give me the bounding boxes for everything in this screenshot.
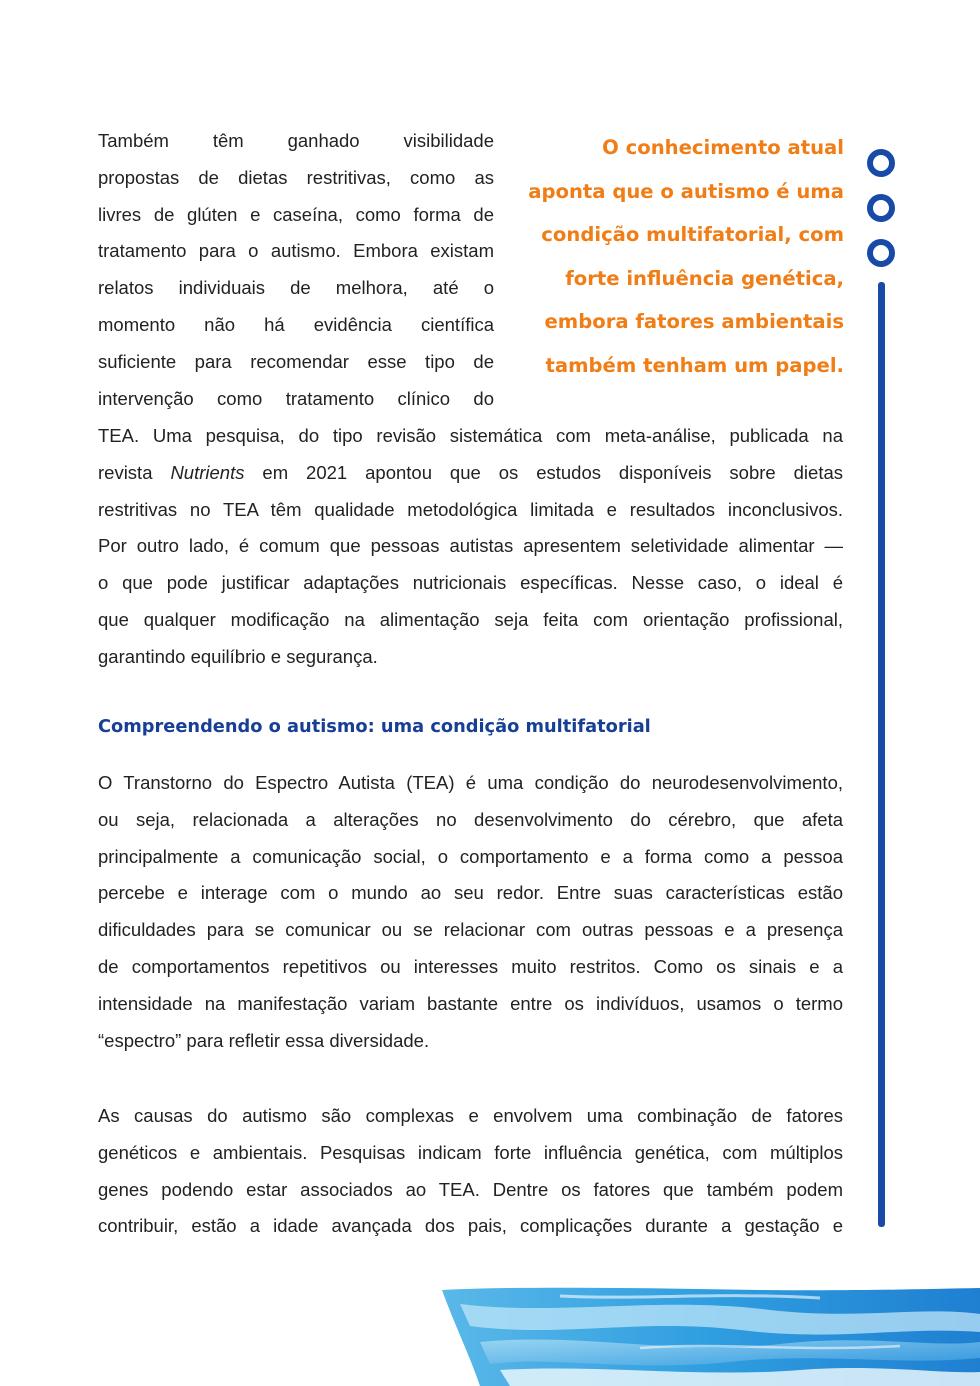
text-line: garantindo equilíbrio e segurança. <box>98 645 378 667</box>
decor-vertical-line <box>878 282 885 1227</box>
text-line: livres de glúten e caseína, como forma de <box>98 203 494 225</box>
pull-quote-line: também tenham um papel. <box>545 353 844 377</box>
text-line: genéticos e ambientais. Pesquisas indicam forte influência genética, com múltiplos <box>98 1141 843 1163</box>
text-line: TEA. Uma pesquisa, do tipo revisão sistemática com meta-análise, publicada na <box>98 425 843 446</box>
text-line: restritivas no TEA têm qualidade metodológica limitada e resultados inconclusivos. <box>98 498 843 520</box>
text-line: intensidade na manifestação variam bastante entre os indivíduos, usamos o termo <box>98 992 843 1014</box>
text-line: relatos individuais de melhora, até o <box>98 277 494 299</box>
text-line: “espectro” para refletir essa diversidade. <box>98 1029 430 1051</box>
pull-quote-line: aponta que o autismo é uma <box>528 179 844 203</box>
text-line: dificuldades para se comunicar ou se relacionar com outras pessoas e a presença <box>98 919 843 941</box>
text-line: de comportamentos repetitivos ou interesses muito restritos. Como os sinais e a <box>98 955 843 977</box>
text-run: revista <box>98 461 171 483</box>
text-line: suficiente para recomendar esse tipo de <box>98 350 494 372</box>
pull-quote-line: embora fatores ambientais <box>544 310 844 333</box>
decor-circle-icon <box>867 149 895 177</box>
text-line: Por outro lado, é comum que pessoas autistas apresentem seletividade alimentar — <box>98 535 843 557</box>
text-line: o que pode justificar adaptações nutricionais específicas. Nesse caso, o ideal é <box>98 572 843 594</box>
text-line: Também têm ganhado visibilidade <box>98 130 494 151</box>
pull-quote-line: forte influência genética, <box>565 266 844 290</box>
watercolor-wave-decoration <box>440 1286 980 1386</box>
text-line: contribuir, estão a idade avançada dos pais, complicações durante a gestação e <box>98 1215 843 1237</box>
decor-circle-icon <box>867 239 895 267</box>
pull-quote-line: O conhecimento atual <box>602 136 844 159</box>
text-line: que qualquer modificação na alimentação seja feita com orientação profissional, <box>98 608 843 630</box>
text-line: percebe e interage com o mundo ao seu redor. Entre suas características estão <box>98 882 843 904</box>
decor-circle-icon <box>867 194 895 222</box>
pull-quote-line: condição multifatorial, com <box>541 223 844 246</box>
text-line: tratamento para o autismo. Embora existam <box>98 240 494 262</box>
paragraph-autism-causes <box>98 1098 843 1245</box>
text-line: As causas do autismo são complexas e envolvem uma combinação de fatores <box>98 1105 843 1126</box>
section-heading: Compreendendo o autismo: uma condição multifatorial <box>98 716 651 737</box>
text-line: principalmente a comunicação social, o comportamento e a forma como a pessoa <box>98 845 843 867</box>
journal-name: Nutrients <box>170 461 245 483</box>
text-line: ou seja, relacionada a alterações no desenvolvimento do cérebro, que afeta <box>98 808 843 830</box>
text-run: em 2021 apontou que os estudos disponíveis sobre dietas <box>244 461 843 483</box>
text-line: propostas de dietas restritivas, como as <box>98 166 494 188</box>
paragraph-tea-definition <box>98 765 843 1059</box>
pull-quote <box>512 126 844 387</box>
text-line: intervenção como tratamento clínico do <box>98 387 494 409</box>
intro-paragraph-continuation <box>98 418 843 676</box>
intro-paragraph <box>98 123 494 417</box>
text-line: genes podendo estar associados ao TEA. Dentre os fatores que também podem <box>98 1178 843 1200</box>
text-line <box>98 455 843 492</box>
text-line: momento não há evidência científica <box>98 313 494 335</box>
text-line: O Transtorno do Espectro Autista (TEA) é uma condição do neurodesenvolvimento, <box>98 772 843 793</box>
